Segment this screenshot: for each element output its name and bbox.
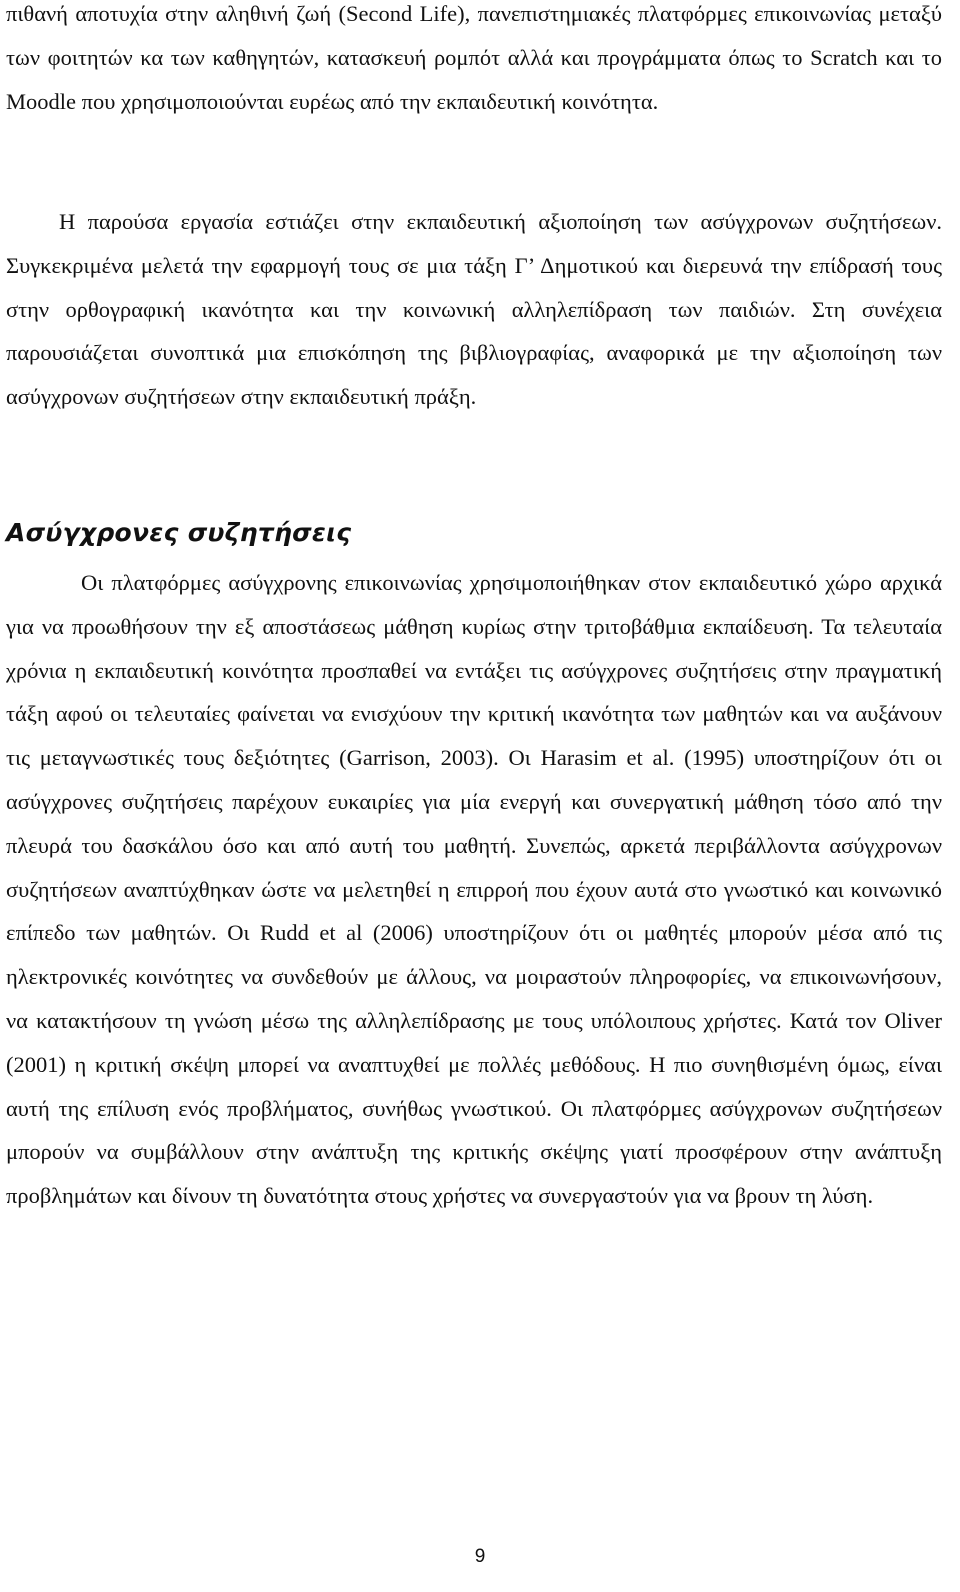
paragraph-async-discussions: Οι πλατφόρμες ασύγχρονης επικοινωνίας χρησιμοποιήθηκαν στον εκπαιδευτικό χώρο αρχικά για να προωθήσουν την εξ αποστάσεως μάθηση κυρίως στην τριτοβάθμια εκπαίδευση. Τα τελευταία χρόνια η εκπαιδευτική κοινότητα προσπαθεί να εντάξει τις ασύγχρονες συζητήσεις στην πραγματική τάξη αφού οι τελευταίες φαίνεται να ενισχύουν την κριτική ικανότητα των μαθητών και να αυξάνουν τις μεταγνωστικές τους δεξιότητες (Garrison, 2003). Οι Harasim et al. (1995) υποστηρίζουν ότι οι ασύγχρονες συζητήσεις παρέχουν ευκαιρίες για μία ενεργή και συνεργατική μάθηση τόσο από την πλευρά του δασκάλου όσο και από αυτή του μαθητή. Συνεπώς, αρκετά περιβάλλοντα ασύγχρονων συζητήσεων αναπτύχθηκαν ώστε να μελετηθεί η επιρροή που έχουν αυτά στο γνωστικό και κοινωνικό επίπεδο των μαθητών. Οι Rudd et al (2006) υποστηρίζουν ότι οι μαθητές μπορούν μέσα από τις ηλεκτρονικές κοινότητες να συνδεθούν με άλλους, να μοιραστούν πληροφορίες, να επικοινωνήσουν, να κατακτήσουν τη γνώση μέσω της αλληλεπίδρασης με τους υπόλοιπους χρήστες. Κατά τον Oliver (2001) η κριτική σκέψη μπορεί να αναπτυχθεί με πολλές μεθόδους. Η πιο συνηθισμένη όμως, είναι αυτή της επίλυση ενός προβλήματος, συνήθως γνωστικού. Οι πλατφόρμες ασύγχρονων συζητήσεων μπορούν να συμβάλλουν στην ανάπτυξη της κριτικής σκέψης γιατί προσφέρουν στην ανάπτυξη προβλημάτων και δίνουν τη δυνατότητα στους χρήστες να συνεργαστούν για να βρουν τη λύση. (6, 570, 942, 1209)
page-number: 9 (474, 1546, 486, 1567)
paragraph-intro-end: πιθανή αποτυχία στην αληθινή ζωή (Second Life), πανεπιστημιακές πλατφόρμες επικοινωνίας μεταξύ των φοιτητών κα των καθηγητών, κατασκευή ρομπότ αλλά και προγράμματα όπως το Scratch και το Moodle που χρησιμοποιούνται ευρέως από την εκπαιδευτική κοινότητα. (6, 1, 942, 114)
section-heading: Ασύγχρονες συζητήσεις (6, 518, 352, 547)
paragraph-focus: Η παρούσα εργασία εστιάζει στην εκπαιδευτική αξιοποίηση των ασύγχρονων συζητήσεων. Συγκεκριμένα μελετά την εφαρμογή τους σε μια τάξη Γ’ Δημοτικού και διερευνά την επίδρασή τους στην ορθογραφική ικανότητα και την κοινωνική αλληλεπίδραση των παιδιών. Στη συνέχεια παρουσιάζεται συνοπτικά μια επισκόπηση της βιβλιογραφίας, αναφορικά με την αξιοποίηση των ασύγχρονων συζητήσεων στην εκπαιδευτική πράξη. (6, 209, 942, 410)
